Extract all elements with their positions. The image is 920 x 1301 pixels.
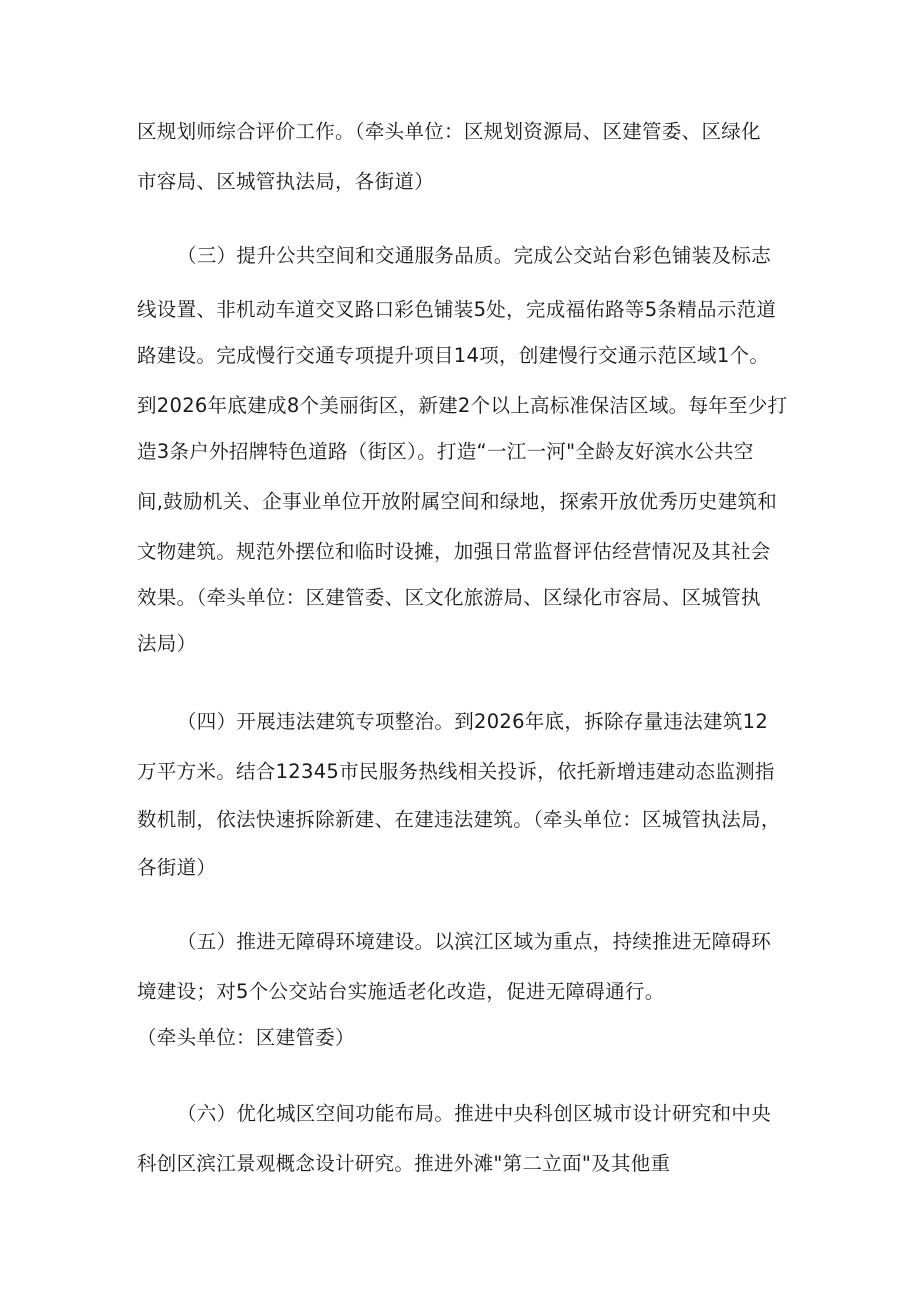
text-line: （牵头单位：区建管委）	[137, 1026, 355, 1049]
text-line: 万平方米。结合12345市民服务热线相关投诉，依托新增违建动态监测指	[137, 760, 775, 783]
text-line: （五）推进无障碍环境建设。以滨江区域为重点，持续推进无障碍环	[177, 930, 772, 953]
text-line: 造3条户外招牌特色道路（街区）。打造“一江一河"全龄友好滨水公共空	[137, 440, 754, 463]
text-line: 区规划师综合评价工作。（牵头单位：区规划资源局、区建管委、区绿化	[137, 120, 761, 143]
text-line: 路建设。完成慢行交通专项提升项目14项，创建慢行交通示范区域1个。	[137, 344, 770, 367]
text-line: 到2026年底建成8个美丽街区，新建2个以上高标准保洁区域。每年至少打	[137, 394, 788, 417]
text-line: 间,鼓励机关、企事业单位开放附属空间和绿地，探索开放优秀历史建筑和	[137, 490, 778, 513]
text-line: （四）开展违法建筑专项整治。到2026年底，拆除存量违法建筑12	[177, 710, 769, 733]
text-line: 法局）	[137, 632, 197, 655]
text-line: （六）优化城区空间功能布局。推进中央科创区城市设计研究和中央	[177, 1102, 772, 1125]
text-line: 境建设；对5个公交站台实施适老化改造，促进无障碍通行。	[137, 980, 665, 1003]
text-line: 各街道）	[137, 856, 217, 879]
text-line: 科创区滨江景观概念设计研究。推进外滩"第二立面"及其他重	[137, 1152, 671, 1175]
text-line: 线设置、非机动车道交叉路口彩色铺装5处，完成福佑路等5条精品示范道	[137, 298, 777, 321]
text-line: 文物建筑。规范外摆位和临时设摊，加强日常监督评估经营情况及其社会	[137, 540, 771, 563]
text-line: 数机制，依法快速拆除新建、在建违法建筑。（牵头单位：区城管执法局，	[137, 808, 781, 831]
text-line: 市容局、区城管执法局，各街道）	[137, 170, 435, 193]
text-line: （三）提升公共空间和交通服务品质。完成公交站台彩色铺装及标志	[177, 244, 772, 267]
text-line: 效果。（牵头单位：区建管委、区文化旅游局、区绿化市容局、区城管执	[137, 586, 761, 609]
